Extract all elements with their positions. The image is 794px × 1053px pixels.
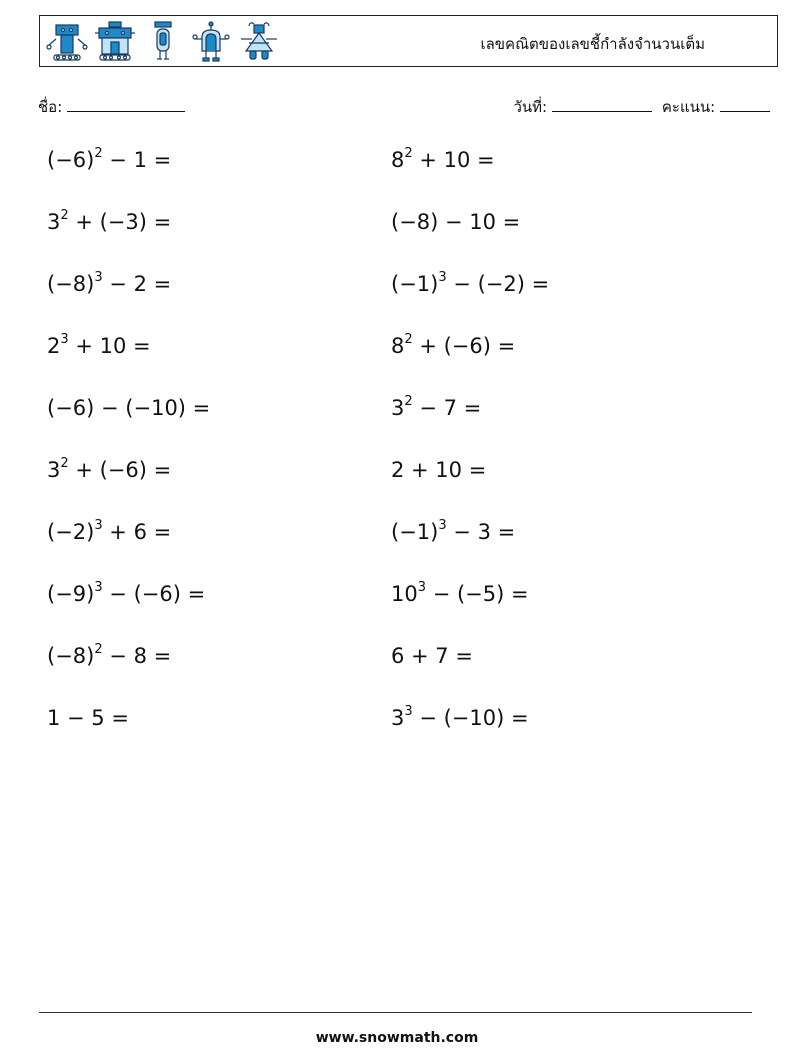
math-problem (391, 334, 515, 358)
expression-text: + (−6) = (68, 458, 172, 482)
expression-text: − 2 = (102, 272, 172, 296)
expression-text: 3 (47, 210, 61, 234)
expression-text: (−9) (47, 582, 95, 606)
math-problem (47, 396, 210, 420)
exponent: 3 (438, 270, 447, 285)
math-problem (47, 644, 171, 668)
math-problem (391, 706, 529, 730)
expression-text: − 7 = (412, 396, 482, 420)
math-problem (47, 706, 129, 730)
exponent: 3 (94, 580, 103, 595)
footer-divider (39, 1012, 752, 1013)
math-problem (391, 396, 481, 420)
score-label: คะแนน: (661, 98, 716, 116)
exponent: 3 (94, 518, 103, 533)
expression-text: − (−10) = (412, 706, 529, 730)
expression-text: 2 + 10 = (391, 458, 487, 482)
exponent: 3 (417, 580, 427, 595)
exponent: 3 (404, 704, 413, 719)
math-problem (391, 520, 515, 544)
exponent: 2 (404, 332, 413, 347)
expression-text: 2 (47, 334, 61, 358)
expression-text: − 1 = (102, 148, 172, 172)
expression-text: (−1) (391, 520, 439, 544)
expression-text: 8 (391, 148, 405, 172)
math-problem (391, 644, 473, 668)
expression-text: + 6 = (102, 520, 172, 544)
exponent: 2 (94, 642, 103, 657)
expression-text: (−8) − 10 = (391, 210, 521, 234)
math-problem (47, 148, 171, 172)
expression-text: + 10 = (412, 148, 495, 172)
expression-text: 6 + 7 = (391, 644, 473, 668)
math-problem (47, 334, 151, 358)
exponent: 3 (94, 270, 103, 285)
exponent: 2 (60, 208, 69, 223)
math-problem (47, 520, 171, 544)
exponent: 2 (60, 456, 69, 471)
expression-text: (−1) (391, 272, 439, 296)
expression-text: 3 (391, 396, 405, 420)
expression-text: (−8) (47, 644, 95, 668)
expression-text: 3 (391, 706, 405, 730)
math-problem (391, 210, 520, 234)
math-problem (47, 582, 205, 606)
expression-text: − (−2) = (446, 272, 550, 296)
exponent: 3 (438, 518, 447, 533)
math-problem (391, 272, 549, 296)
expression-text: 1 − 5 = (47, 706, 129, 730)
exponent: 2 (404, 394, 413, 409)
math-problem (47, 458, 171, 482)
worksheet-title: เลขคณิตของเลขชี้กำลังจำนวนเต็ม (480, 35, 705, 53)
exponent: 2 (404, 146, 413, 161)
expression-text: (−6) (47, 148, 95, 172)
math-problem (391, 458, 486, 482)
name-label: ชื่อ: (38, 98, 63, 116)
expression-text: (−6) − (−10) = (47, 396, 211, 420)
expression-text: − (−5) = (426, 582, 529, 606)
expression-text: − (−6) = (102, 582, 206, 606)
expression-text: + 10 = (68, 334, 151, 358)
expression-text: 8 (391, 334, 405, 358)
math-problem (47, 210, 171, 234)
expression-text: 3 (47, 458, 61, 482)
math-problem (391, 148, 495, 172)
expression-text: (−2) (47, 520, 95, 544)
expression-text: (−8) (47, 272, 95, 296)
exponent: 3 (60, 332, 69, 347)
expression-text: − 8 = (102, 644, 172, 668)
math-problem (391, 582, 529, 606)
expression-text: 10 (391, 582, 418, 606)
expression-text: + (−6) = (412, 334, 516, 358)
date-label: วันที่: (513, 98, 548, 116)
footer-website: www.snowmath.com (315, 1030, 479, 1046)
exponent: 2 (94, 146, 103, 161)
math-problem (47, 272, 171, 296)
expression-text: + (−3) = (68, 210, 172, 234)
expression-text: − 3 = (446, 520, 516, 544)
